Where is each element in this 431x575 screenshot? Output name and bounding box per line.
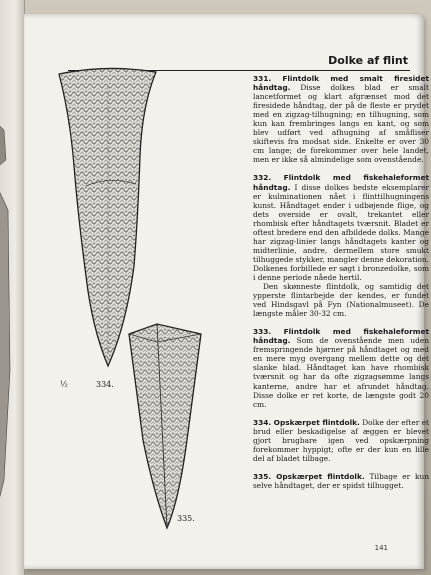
entry-text: Tilbage er kun selve håndtaget, der er spidst tilhugget. — [253, 471, 429, 490]
entry-number: 332. — [253, 173, 272, 183]
running-header: Dolke af flint — [328, 54, 408, 67]
figure-scale-label: ½ — [60, 380, 68, 389]
entry-334 — [253, 418, 429, 463]
entry-text: I disse dolkes bedste eksemplarer er kulminationen nået i flinttilhugningens kunst. Håndtaget ender i udbøjende flige, og dets overside er ovalt, trekantet eller rhombisk efter håndtagets tværsnit. Bladet er oftest bredere end den afbildede dolks. Mange har zigzag-linier langs håndtagets kanter og midterlinie, andre, dermellem store smukt tilhuggede stykker, mangler denne dekoration. Dolkenes forbillede er søgt i bronzedolke, som i denne periode nåede hertil. — [253, 182, 429, 282]
entry-335 — [253, 472, 429, 490]
entry-title: Flintdolk med fiskehaleformet håndtag. — [253, 173, 429, 192]
text-column — [253, 74, 429, 499]
book-page — [24, 14, 429, 569]
entry-title: Flintdolk med smalt firesidet håndtag. — [253, 74, 429, 93]
entry-number: 333. — [253, 327, 272, 337]
entry-text: Som de ovenstående men uden fremspringende hjørner på håndtaget og med en mere myg overgang mellem dette og det slanke blad. Håndtaget kan have rhombisk tværsnit og har da ofte zigzagsømme langs kanterne, andre har et afrundet håndtag. Disse dolke er ret korte, de længste godt 20 cm. — [253, 336, 429, 409]
dagger-335-illustration — [127, 320, 203, 532]
entry-title: Opskærpet flintdolk. — [276, 471, 365, 481]
entry-331 — [253, 74, 429, 164]
entry-number: 334. — [253, 417, 272, 427]
figure-335-caption: 335. — [177, 514, 195, 523]
figure-334-caption: 334. — [96, 380, 114, 389]
entry-title: Flintdolk med fiskehaleformet håndtag. — [253, 327, 429, 346]
entry-title: Opskærpet flintdolk. — [273, 417, 360, 427]
entry-text: Den skønneste flintdolk, og samtidig det ypperste flintarbejde der kendes, er fundet ved Hindsgavl på Fyn (Nationalmuseet). De længste måler 30-32 cm. — [253, 282, 429, 319]
entry-number: 331. — [253, 74, 272, 83]
entry-332 — [253, 173, 429, 318]
entry-text: Dolke der efter et brud eller beskadigelse af æggen er blevet gjort brugbare igen ved opskærpning forekommer hyppigt; ofte er der kun en lille del af bladet tilbage. — [253, 417, 429, 463]
left-page-edge — [0, 0, 25, 575]
entry-333 — [253, 327, 429, 408]
page-number: 141 — [374, 544, 388, 552]
entry-number: 335. — [253, 471, 272, 481]
left-page-illustration — [0, 120, 14, 540]
entry-text: Disse dolkes blad er smalt lancetformet og klart afgrænset mod det firesidede håndtag, der på de fleste er prydet med en zigzag-tilhugning; en tilhugning, som kun kan frembringes langs en kant, og som blev udført ved afhugning af småfliser skiftevis fra modsat side. Enkelte er over 30 cm lange; de forekommer over hele landet, men er ikke så almindelige som ovenstående. — [253, 83, 429, 165]
